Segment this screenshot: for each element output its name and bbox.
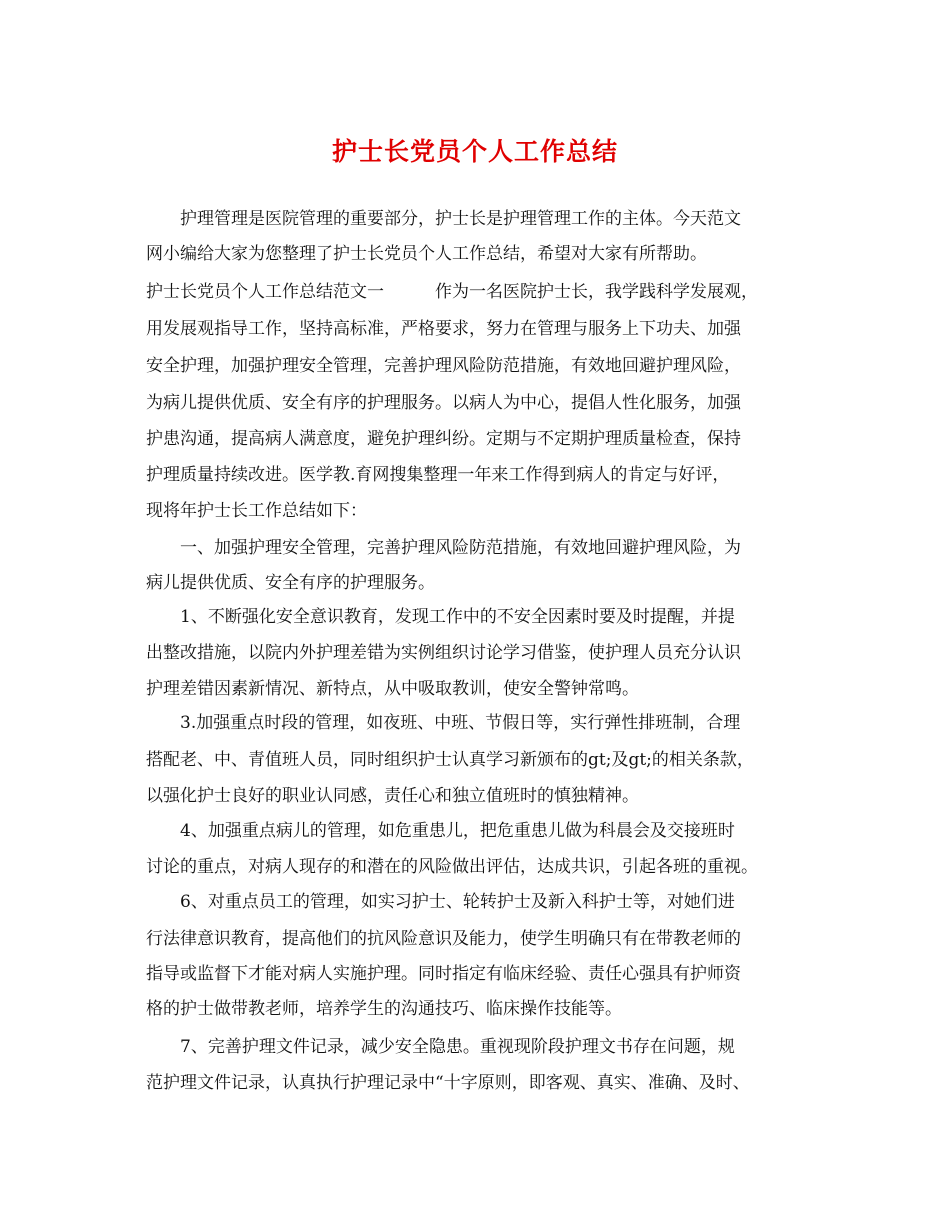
paragraph-line: 网小编给大家为您整理了护士长党员个人工作总结，希望对大家有所帮助。	[146, 244, 707, 264]
paragraph-line: 现将年护士长工作总结如下：	[146, 501, 367, 521]
paragraph-line: 安全护理，加强护理安全管理，完善护理风险防范措施，有效地回避护理风险，	[146, 356, 741, 376]
paragraph-line: 3.加强重点时段的管理，如夜班、中班、节假日等，实行弹性排班制，合理	[180, 713, 741, 733]
paragraph-line: 以强化护士良好的职业认同感，责任心和独立值班时的慎独精神。	[146, 786, 639, 806]
paragraph-line: 护理质量持续改进。医学教.育网搜集整理一年来工作得到病人的肯定与好评，	[146, 465, 730, 485]
paragraph-line: 护理管理是医院管理的重要部分，护士长是护理管理工作的主体。今天范文	[180, 209, 741, 229]
paragraph-line: 格的护士做带教老师，培养学生的沟通技巧、临床操作技能等。	[146, 999, 622, 1019]
paragraph-line: 讨论的重点，对病人现存的和潜在的风险做出评估，达成共识，引起各班的重视。	[146, 857, 758, 877]
paragraph-line: 行法律意识教育，提高他们的抗风险意识及能力，使学生明确只有在带教老师的	[146, 929, 741, 949]
paragraph-line: 出整改措施，以院内外护理差错为实例组织讨论学习借鉴，使护理人员充分认识	[146, 643, 741, 663]
paragraph-line: 1、不断强化安全意识教育，发现工作中的不安全因素时要及时提醒，并提	[180, 607, 735, 627]
paragraph-line: 护士长党员个人工作总结范文一 作为一名医院护士长，我学践科学发展观，	[146, 282, 758, 302]
paragraph-line: 用发展观指导工作，坚持高标准，严格要求，努力在管理与服务上下功夫、加强	[146, 319, 741, 339]
paragraph-line: 护理差错因素新情况、新特点，从中吸取教训，使安全警钟常鸣。	[146, 679, 639, 699]
paragraph-line: 6、对重点员工的管理，如实习护士、轮转护士及新入科护士等，对她们进	[180, 892, 735, 912]
paragraph-line: 7、完善护理文件记录，减少安全隐患。重视现阶段护理文书存在问题，规	[180, 1037, 735, 1057]
paragraph-line: 范护理文件记录，认真执行护理记录中“十字原则，即客观、真实、准确、及时、	[146, 1073, 750, 1093]
paragraph-line: 4、加强重点病儿的管理，如危重患儿，把危重患儿做为科晨会及交接班时	[180, 821, 735, 841]
paragraph-line: 病儿提供优质、安全有序的护理服务。	[146, 573, 435, 593]
paragraph-line: 指导或监督下才能对病人实施护理。同时指定有临床经验、责任心强具有护师资	[146, 964, 741, 984]
paragraph-line: 搭配老、中、青值班人员，同时组织护士认真学习新颁布的gt;及gt;的相关条款，	[146, 750, 754, 770]
paragraph-line: 护患沟通，提高病人满意度，避免护理纠纷。定期与不定期护理质量检查，保持	[146, 429, 741, 449]
document-title: 护士长党员个人工作总结	[331, 137, 618, 166]
paragraph-line: 为病儿提供优质、安全有序的护理服务。以病人为中心，提倡人性化服务，加强	[146, 393, 741, 413]
paragraph-line: 一、加强护理安全管理，完善护理风险防范措施，有效地回避护理风险，为	[180, 538, 741, 558]
